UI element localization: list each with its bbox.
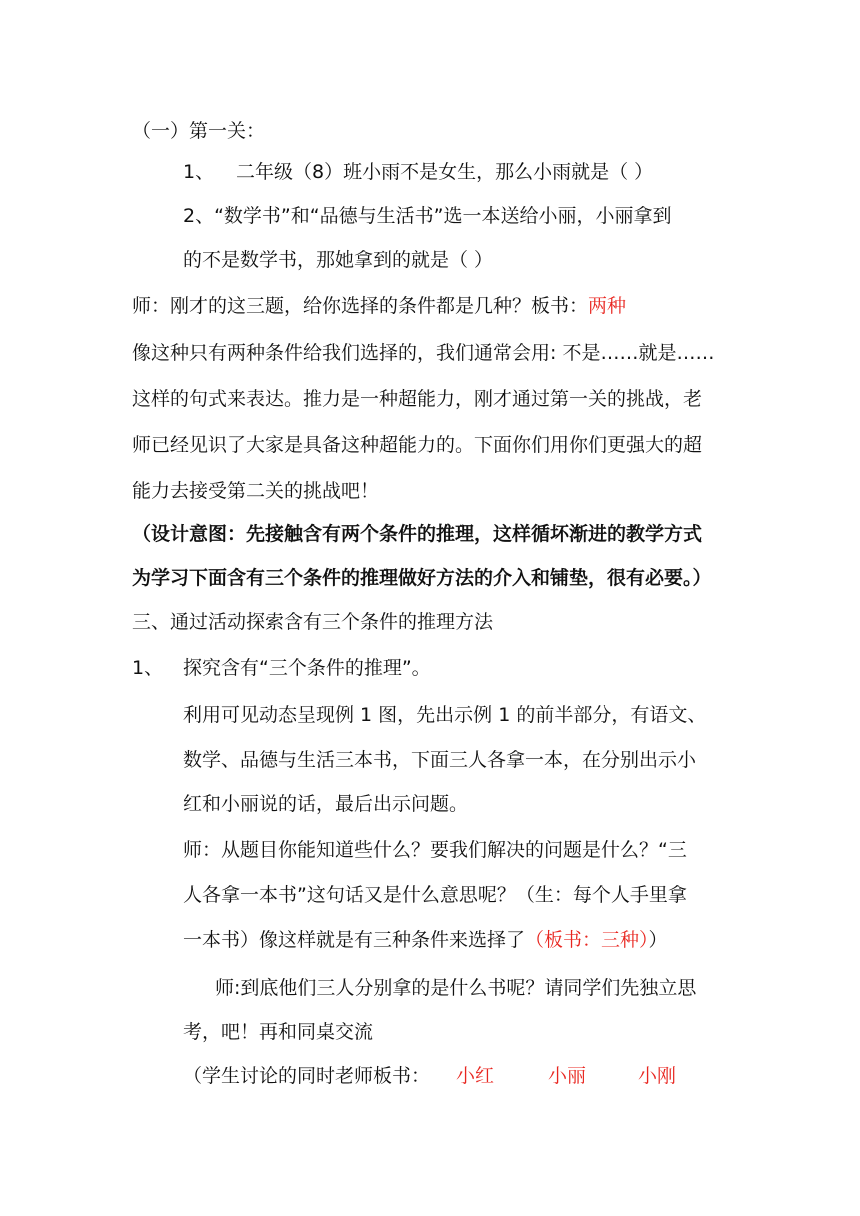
teacher-question-line-1: 师：从题目你能知道些什么？要我们解决的问题是什么？“三 xyxy=(183,839,687,861)
teacher-line-1-text: 师：刚才的这三题，给你选择的条件都是几种？板书： xyxy=(132,295,589,317)
board-highlight-three-kinds: （板书：三种） xyxy=(525,929,649,951)
teacher-question-line-3-end: ） xyxy=(648,929,668,951)
question-2-line-1: 2、“数学书”和“品德与生活书”选一本送给小丽，小丽拿到 xyxy=(183,205,672,227)
board-name-xiaohong: 小红 xyxy=(456,1065,495,1087)
paragraph-1-line-2: 这样的句式来表达。推力是一种超能力，刚才通过第一关的挑战，老 xyxy=(132,388,703,410)
teacher-discussion-line-1: 师:到底他们三人分别拿的是什么书呢？请同学们先独立思 xyxy=(215,977,697,999)
teacher-line-1 xyxy=(132,294,626,318)
section-heading: （一）第一关： xyxy=(132,120,266,142)
question-2-line-2: 的不是数学书，那她拿到的就是（ ） xyxy=(183,249,494,271)
question-1-number: 1、 xyxy=(183,161,215,183)
teacher-discussion-line-2: 考，吧！再和同桌交流 xyxy=(183,1021,374,1043)
paragraph-1-line-4: 能力去接受第二关的挑战吧！ xyxy=(132,480,380,502)
design-intent-line-1: （设计意图：先接触含有两个条件的推理，这样循坏渐进的教学方式 xyxy=(132,523,703,545)
item-1-title: 探究含有“三个条件的推理”。 xyxy=(183,657,431,679)
paragraph-1-line-3: 师已经见识了大家是具备这种超能力的。下面你们用你们更强大的超 xyxy=(132,434,703,456)
teacher-question-line-3 xyxy=(183,928,668,952)
board-writing-prefix: （学生讨论的同时老师板书： xyxy=(183,1065,431,1087)
board-name-xiaoli: 小丽 xyxy=(548,1065,587,1087)
item-1-desc-line-3: 红和小丽说的话，最后出示问题。 xyxy=(183,793,469,815)
item-1-desc-line-2: 数学、品德与生活三本书，下面三人各拿一本，在分别出示小 xyxy=(183,749,697,771)
question-1-text: 二年级（8）班小雨不是女生，那么小雨就是（ ） xyxy=(236,161,654,183)
design-intent-line-2: 为学习下面含有三个条件的推理做好方法的介入和铺垫，很有必要。） xyxy=(132,567,712,589)
item-1-desc-line-1: 利用可见动态呈现例 1 图，先出示例 1 的前半部分，有语文、 xyxy=(183,704,707,726)
part-3-heading: 三、通过活动探索含有三个条件的推理方法 xyxy=(132,611,494,633)
teacher-question-line-3-text: 一本书）像这样就是有三种条件来选择了 xyxy=(183,929,526,951)
item-1-number: 1、 xyxy=(132,657,164,679)
teacher-question-line-2: 人各拿一本书”这句话又是什么意思呢？（生：每个人手里拿 xyxy=(183,884,687,906)
board-highlight-two-kinds: 两种 xyxy=(588,295,627,317)
paragraph-1-line-1: 像这种只有两种条件给我们选择的，我们通常会用: 不是……就是…… xyxy=(132,342,715,364)
board-name-xiaogang: 小刚 xyxy=(638,1065,677,1087)
